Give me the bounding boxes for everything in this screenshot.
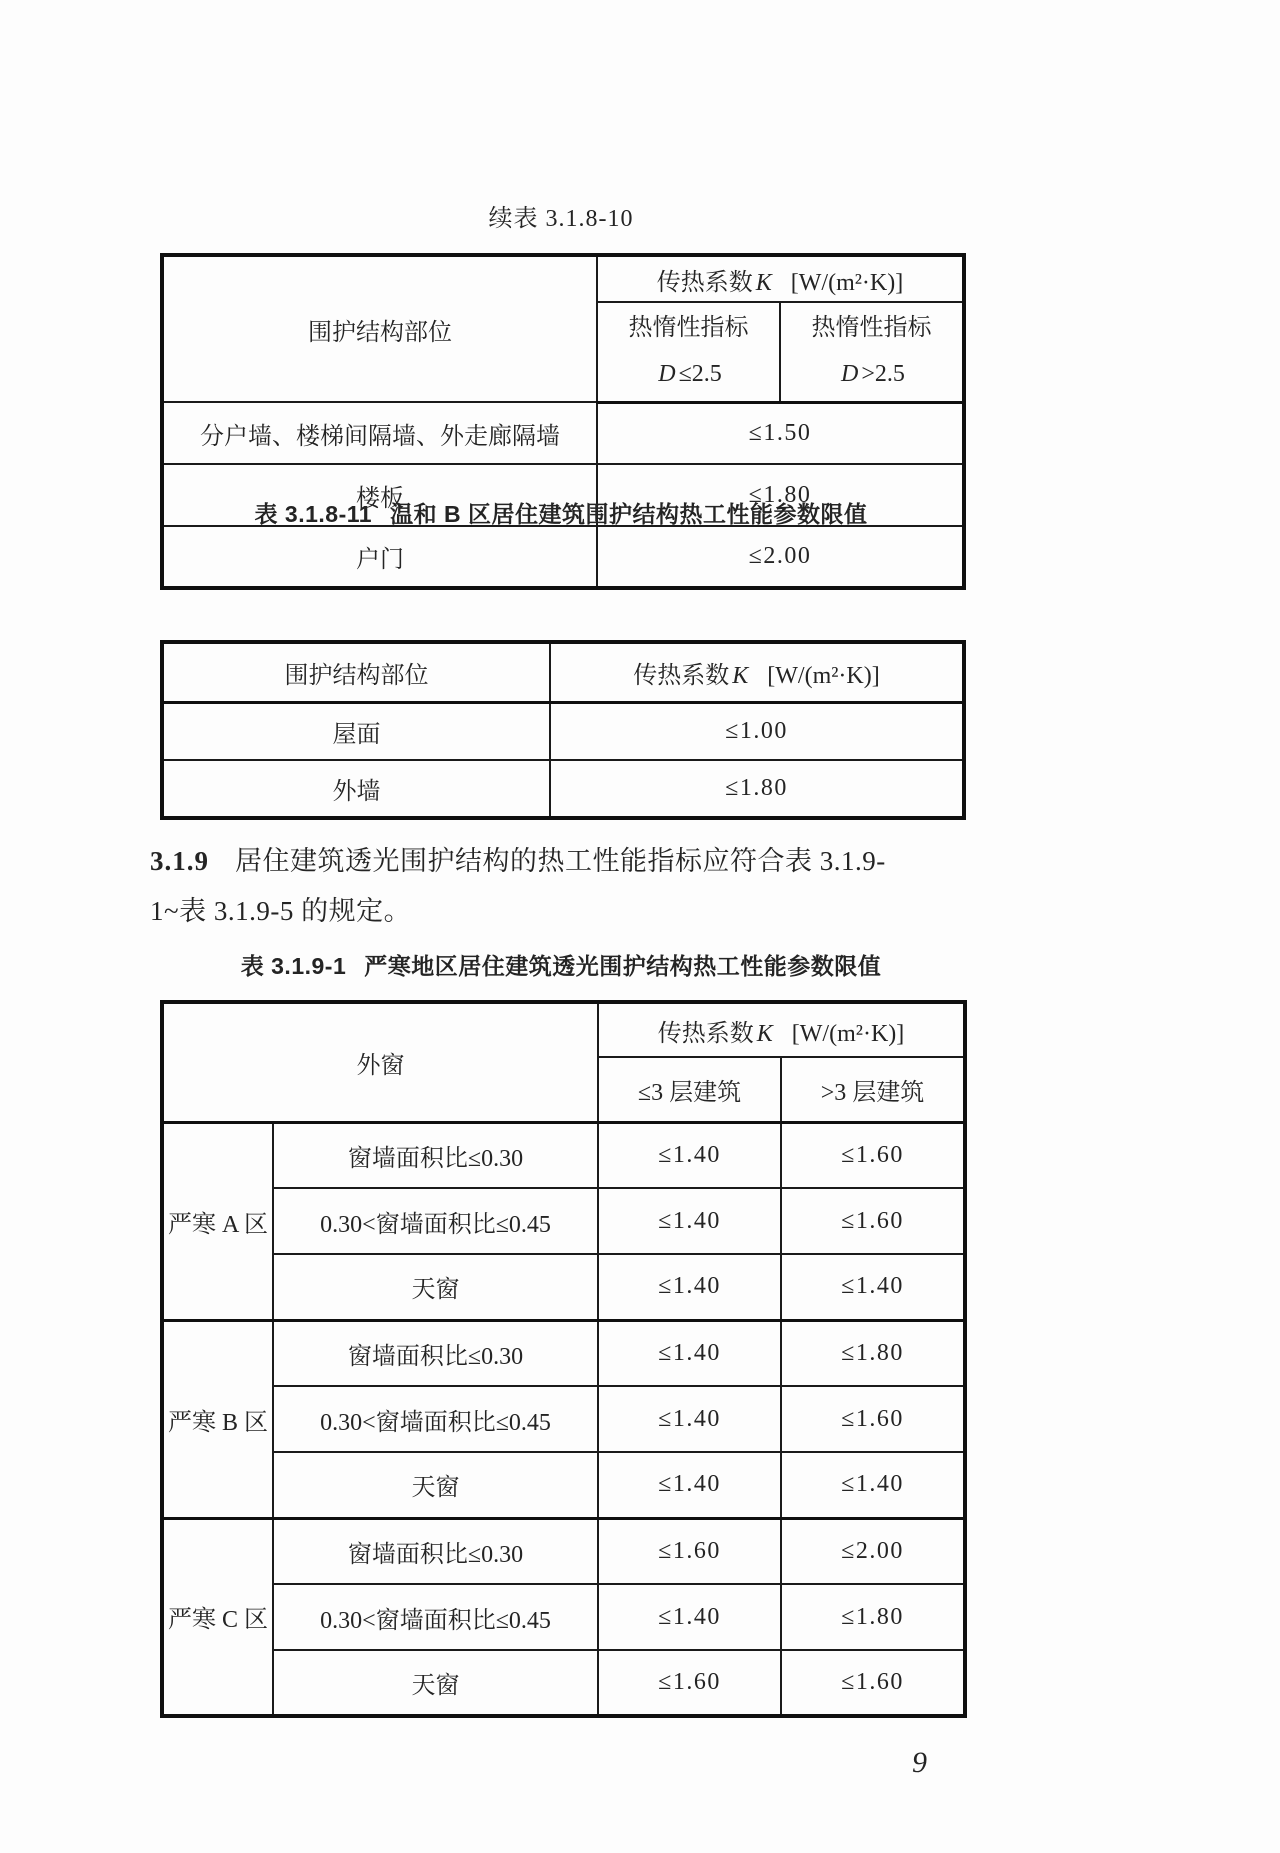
continued-table-title: 续表 3.1.8-10 bbox=[488, 206, 634, 232]
condition-cell: 0.30<窗墙面积比≤0.45 bbox=[273, 1584, 598, 1650]
continued-table bbox=[160, 253, 966, 590]
table-row bbox=[162, 1386, 965, 1452]
thermal-inertia-label: 热惰性指标 bbox=[628, 315, 749, 342]
k-symbol: K bbox=[732, 662, 749, 689]
d-symbol: D bbox=[841, 360, 859, 387]
stories-gt3-header: >3 层建筑 bbox=[781, 1057, 965, 1122]
table-row bbox=[162, 702, 964, 760]
clause-text-line2: 1~表 3.1.9-5 的规定。 bbox=[150, 896, 412, 926]
k-header-cell bbox=[597, 255, 964, 302]
condition-cell: 0.30<窗墙面积比≤0.45 bbox=[273, 1188, 598, 1254]
table-row bbox=[162, 402, 964, 464]
condition-cell: 天窗 bbox=[273, 1650, 598, 1716]
k-le3-cell: ≤1.60 bbox=[598, 1650, 781, 1716]
table-title-text: 温和 B 区居住建筑围护结构热工性能参数限值 bbox=[390, 501, 868, 527]
table-title-text: 严寒地区居住建筑透光围护结构热工性能参数限值 bbox=[364, 953, 882, 979]
k-gt3-cell: ≤1.40 bbox=[781, 1254, 965, 1320]
condition-cell: 窗墙面积比≤0.30 bbox=[273, 1518, 598, 1584]
k-label: 传热系数 bbox=[657, 1020, 754, 1047]
table-3-1-9-1-title bbox=[160, 948, 962, 981]
k-le3-cell: ≤1.40 bbox=[598, 1584, 781, 1650]
k-symbol: K bbox=[755, 269, 772, 296]
k-unit: [W/(m²·K)] bbox=[791, 1020, 905, 1047]
k-value-cell: ≤1.80 bbox=[597, 464, 964, 526]
table-row bbox=[162, 1320, 965, 1386]
part-cell: 楼板 bbox=[162, 464, 597, 526]
table-row bbox=[162, 1650, 965, 1716]
k-symbol: K bbox=[756, 1020, 773, 1047]
condition-cell: 窗墙面积比≤0.30 bbox=[273, 1320, 598, 1386]
k-header-cell bbox=[550, 642, 964, 702]
k-header-cell bbox=[598, 1002, 965, 1057]
k-gt3-cell: ≤1.60 bbox=[781, 1650, 965, 1716]
k-gt3-cell: ≤1.40 bbox=[781, 1452, 965, 1518]
part-cell: 外墙 bbox=[162, 760, 550, 818]
condition-cell: 0.30<窗墙面积比≤0.45 bbox=[273, 1386, 598, 1452]
k-value-cell: ≤1.80 bbox=[550, 760, 964, 818]
table-row bbox=[162, 1584, 965, 1650]
k-le3-cell: ≤1.40 bbox=[598, 1188, 781, 1254]
table-row bbox=[162, 1188, 965, 1254]
k-le3-cell: ≤1.40 bbox=[598, 1122, 781, 1188]
k-gt3-cell: ≤1.60 bbox=[781, 1122, 965, 1188]
condition-cell: 天窗 bbox=[273, 1254, 598, 1320]
zone-cell: 严寒 C 区 bbox=[162, 1518, 273, 1716]
window-header-cell: 外窗 bbox=[162, 1002, 598, 1122]
table-row bbox=[162, 1452, 965, 1518]
table-row bbox=[162, 1122, 965, 1188]
k-gt3-cell: ≤2.00 bbox=[781, 1518, 965, 1584]
k-value-cell: ≤1.00 bbox=[550, 702, 964, 760]
table-label: 表 3.1.8-11 bbox=[254, 501, 373, 527]
k-le3-cell: ≤1.40 bbox=[598, 1386, 781, 1452]
table-label: 表 3.1.9-1 bbox=[240, 953, 347, 979]
condition-cell: 窗墙面积比≤0.30 bbox=[273, 1122, 598, 1188]
stories-le3-header: ≤3 层建筑 bbox=[598, 1057, 781, 1122]
k-value-cell: ≤1.50 bbox=[597, 402, 964, 464]
part-header-cell: 围护结构部位 bbox=[162, 642, 550, 702]
zone-cell: 严寒 A 区 bbox=[162, 1122, 273, 1320]
page-number: 9 bbox=[912, 1746, 928, 1779]
zone-cell: 严寒 B 区 bbox=[162, 1320, 273, 1518]
table-3-1-8-11 bbox=[160, 640, 966, 820]
thermal-inertia-label: 热惰性指标 bbox=[811, 315, 932, 342]
table-3-1-8-11-title bbox=[160, 496, 962, 529]
thermal-inertia-high-header bbox=[780, 302, 964, 402]
k-le3-cell: ≤1.60 bbox=[598, 1518, 781, 1584]
table-row bbox=[162, 760, 964, 818]
k-unit: [W/(m²·K)] bbox=[790, 269, 904, 296]
k-gt3-cell: ≤1.80 bbox=[781, 1320, 965, 1386]
thermal-inertia-low-header bbox=[597, 302, 780, 402]
table-row bbox=[162, 1254, 965, 1320]
k-le3-cell: ≤1.40 bbox=[598, 1452, 781, 1518]
part-header-cell: 围护结构部位 bbox=[162, 255, 597, 402]
part-cell: 户门 bbox=[162, 526, 597, 588]
clause-text-line1: 居住建筑透光围护结构的热工性能指标应符合表 3.1.9- bbox=[235, 846, 886, 876]
k-le3-cell: ≤1.40 bbox=[598, 1254, 781, 1320]
clause-3-1-9 bbox=[150, 836, 1000, 936]
d-condition: >2.5 bbox=[861, 360, 905, 387]
k-label: 传热系数 bbox=[656, 269, 753, 296]
d-condition: ≤2.5 bbox=[678, 360, 722, 387]
table-row bbox=[162, 1518, 965, 1584]
clause-number: 3.1.9 bbox=[150, 846, 209, 876]
table-row bbox=[162, 526, 964, 588]
part-cell: 屋面 bbox=[162, 702, 550, 760]
d-symbol: D bbox=[658, 360, 676, 387]
k-gt3-cell: ≤1.60 bbox=[781, 1188, 965, 1254]
condition-cell: 天窗 bbox=[273, 1452, 598, 1518]
k-label: 传热系数 bbox=[633, 662, 730, 689]
part-cell: 分户墙、楼梯间隔墙、外走廊隔墙 bbox=[162, 402, 597, 464]
k-gt3-cell: ≤1.60 bbox=[781, 1386, 965, 1452]
k-le3-cell: ≤1.40 bbox=[598, 1320, 781, 1386]
table-3-1-9-1 bbox=[160, 1000, 967, 1718]
k-gt3-cell: ≤1.80 bbox=[781, 1584, 965, 1650]
k-value-cell: ≤2.00 bbox=[597, 526, 964, 588]
k-unit: [W/(m²·K)] bbox=[767, 662, 880, 689]
